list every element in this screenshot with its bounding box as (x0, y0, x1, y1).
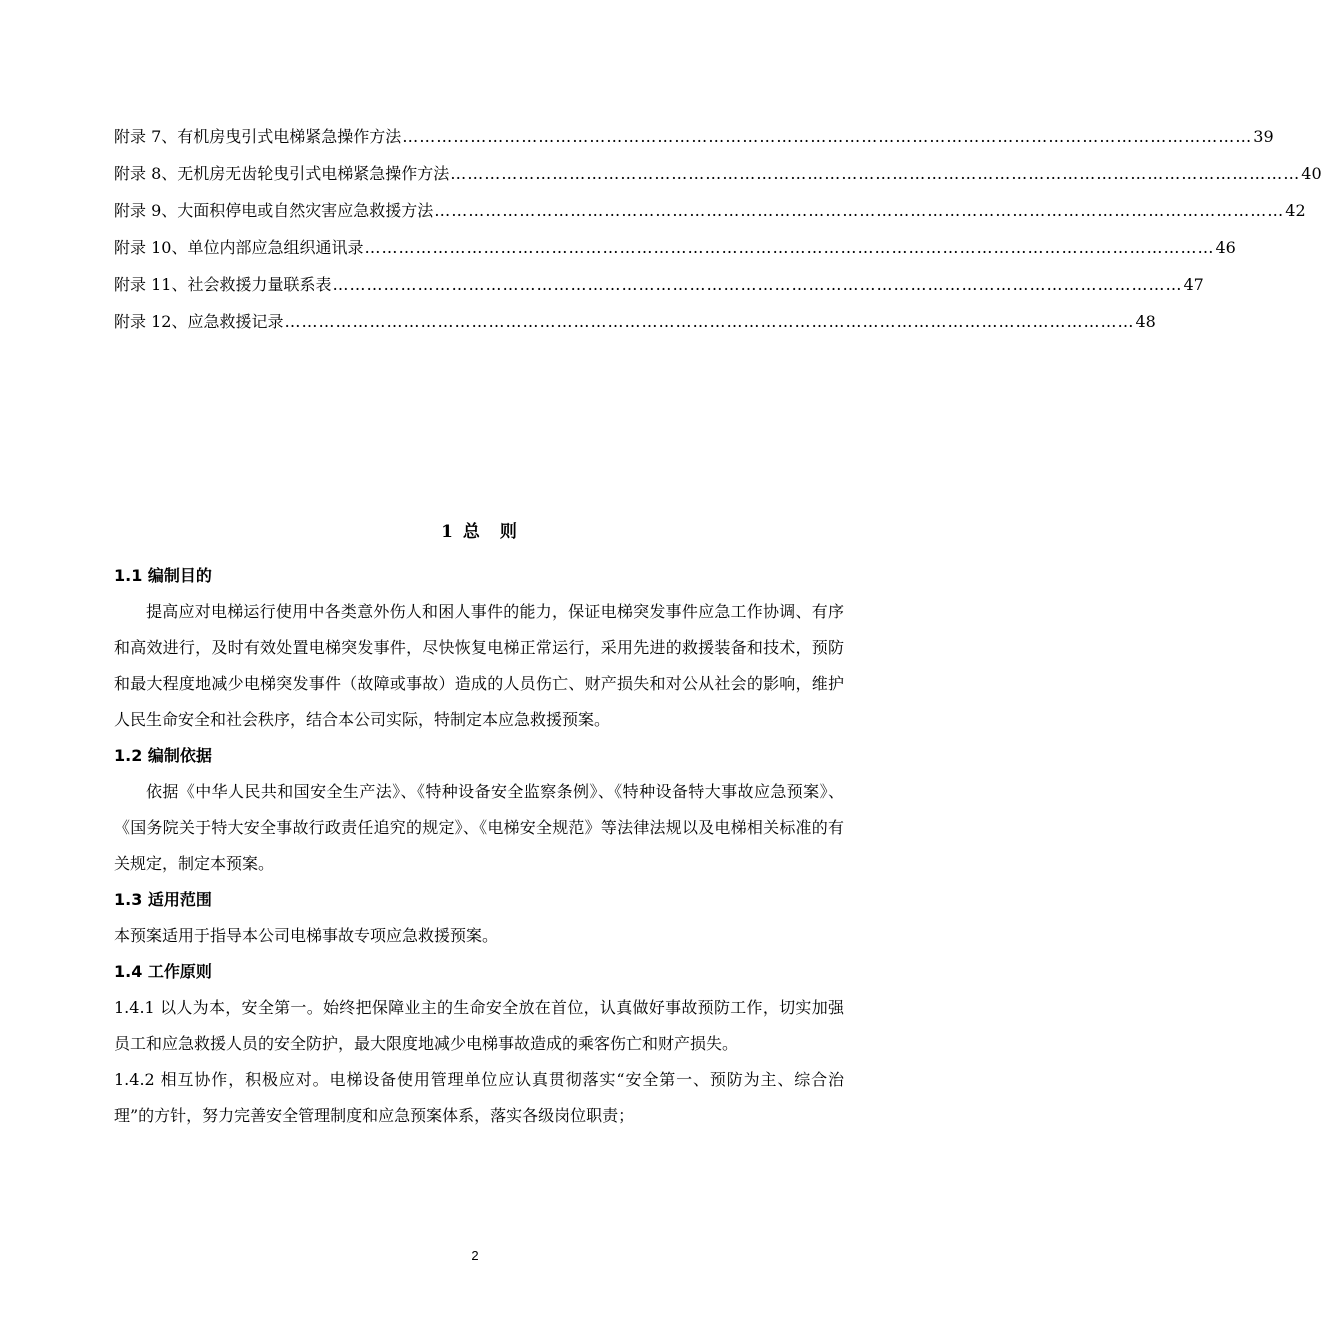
section-paragraph: 1.4.2 相互协作，积极应对。电梯设备使用管理单位应认真贯彻落实“安全第一、预防为主、综合治理”的方针，努力完善安全管理制度和应急预案体系，落实各级岗位职责； (114, 1070, 844, 1125)
section-paragraph: 本预案适用于指导本公司电梯事故专项应急救援预案。 (114, 926, 499, 945)
section-paragraph: 1.4.1 以人为本，安全第一。始终把保障业主的生命安全放在首位，认真做好事故预防工作，切实加强员工和应急救援人员的安全防护，最大限度地减少电梯事故造成的乘客伤亡和财产损失。 (114, 998, 844, 1053)
toc-entry-label: 附录 11、社会救援力量联系表 (114, 275, 332, 294)
toc-entry-page: 42 (1285, 201, 1306, 220)
section-heading: 1.1 编制目的 (114, 566, 212, 585)
chapter-title-part: 则 (499, 522, 517, 542)
toc-entry-label: 附录 12、应急救援记录 (114, 312, 284, 331)
chapter-title-part: 总 (462, 522, 480, 542)
document-body (114, 512, 844, 1134)
toc-entry-page: 46 (1215, 238, 1236, 257)
toc-entry-page: 39 (1253, 127, 1274, 146)
section-paragraph: 依据《中华人民共和国安全生产法》、《特种设备安全监察条例》、《特种设备特大事故应急预案》、《国务院关于特大安全事故行政责任追究的规定》、《电梯安全规范》等法律法规以及电梯相关标准的有关规定，制定本预案。 (114, 782, 844, 873)
chapter-number: 1 (441, 522, 453, 542)
toc-leader-dots: …………………………………………………………………………………………………………………………………… (364, 238, 1215, 257)
toc-leader-dots: …………………………………………………………………………………………………………………………………… (284, 312, 1135, 331)
page-number: 2 (471, 1248, 479, 1263)
toc-leader-dots: …………………………………………………………………………………………………………………………………… (332, 275, 1183, 294)
toc-leader-dots: …………………………………………………………………………………………………………………………………… (450, 164, 1301, 183)
section-paragraph: 提高应对电梯运行使用中各类意外伤人和困人事件的能力，保证电梯突发事件应急工作协调、有序和高效进行，及时有效处置电梯突发事件，尽快恢复电梯正常运行，采用先进的救援装备和技术，预防和最大程度地减少电梯突发事件（故障或事故）造成的人员伤亡、财产损失和对公从社会的影响，维护人民生命安全和社会秩序，结合本公司实际，特制定本应急救援预案。 (114, 602, 844, 729)
toc-entry-label: 附录 7、有机房曳引式电梯紧急操作方法 (114, 127, 402, 146)
table-of-contents (114, 118, 1322, 340)
section-heading: 1.3 适用范围 (114, 890, 212, 909)
toc-entry-page: 40 (1301, 164, 1322, 183)
toc-entry[interactable] (114, 192, 1306, 229)
toc-entry[interactable] (114, 229, 1236, 266)
toc-entry-label: 附录 8、无机房无齿轮曳引式电梯紧急操作方法 (114, 164, 450, 183)
toc-leader-dots: …………………………………………………………………………………………………………………………………… (434, 201, 1285, 220)
toc-entry[interactable] (114, 118, 1274, 155)
toc-entry[interactable] (114, 266, 1204, 303)
toc-entry-page: 48 (1135, 312, 1156, 331)
toc-leader-dots: …………………………………………………………………………………………………………………………………… (402, 127, 1253, 146)
toc-entry[interactable] (114, 303, 1156, 340)
toc-entry-label: 附录 10、单位内部应急组织通讯录 (114, 238, 364, 257)
toc-entry-label: 附录 9、大面积停电或自然灾害应急救援方法 (114, 201, 434, 220)
toc-entry-page: 47 (1183, 275, 1204, 294)
toc-entry[interactable] (114, 155, 1322, 192)
chapter-title (114, 512, 844, 552)
section-heading: 1.2 编制依据 (114, 746, 212, 765)
section-heading: 1.4 工作原则 (114, 962, 212, 981)
